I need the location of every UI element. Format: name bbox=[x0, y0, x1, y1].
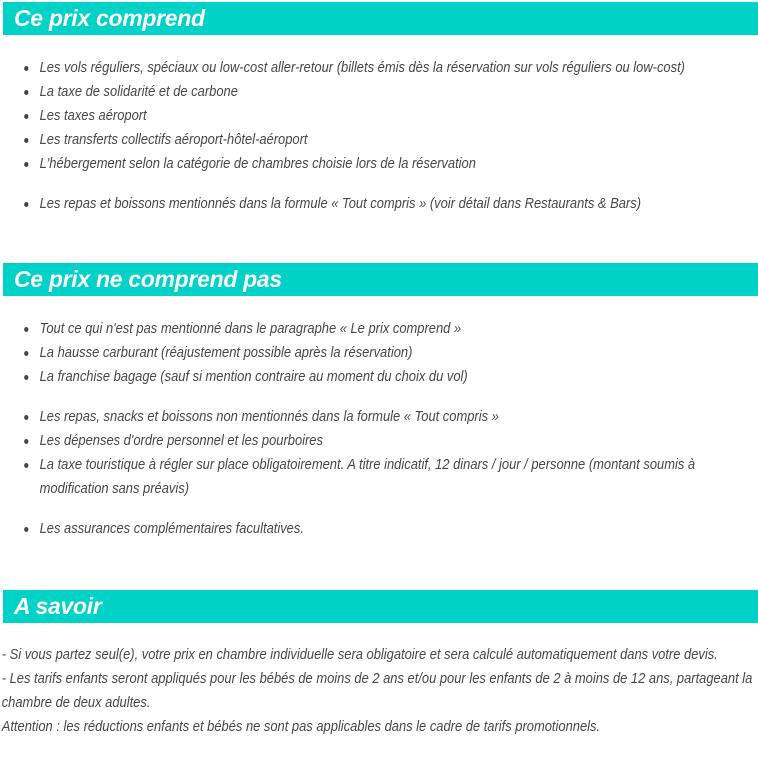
included-list bbox=[0, 56, 758, 176]
section-price-includes bbox=[0, 2, 758, 263]
section-header-bar bbox=[3, 263, 758, 296]
section-price-excludes bbox=[0, 263, 758, 590]
list-item: La taxe touristique à régler sur place obligatoirement. A titre indicatif, 12 dinars / jour / personne (montant soumis à modification sans préavis) bbox=[40, 453, 758, 501]
section-header-bar bbox=[3, 590, 758, 623]
list-item: Les repas et boissons mentionnés dans la formule « Tout compris » (voir détail dans Restaurants & Bars) bbox=[40, 192, 758, 216]
section-header-bar bbox=[3, 2, 758, 35]
excluded-list bbox=[0, 317, 758, 389]
excluded-list-extras bbox=[0, 405, 758, 501]
section-title: Ce prix comprend bbox=[14, 5, 205, 31]
list-item: La taxe de solidarité et de carbone bbox=[40, 80, 758, 104]
section-title: A savoir bbox=[14, 593, 102, 619]
price-includes-content bbox=[0, 35, 758, 263]
list-item: L'hébergement selon la catégorie de chambres choisie lors de la réservation bbox=[40, 152, 758, 176]
included-list-meals bbox=[0, 192, 758, 216]
info-paragraph: Attention : les réductions enfants et bébés ne sont pas applicables dans le cadre de tarifs promotionnels. bbox=[1, 718, 601, 735]
info-paragraph: - Les tarifs enfants seront appliqués pour les bébés de moins de 2 ans et/ou pour les enfants de 2 à moins de 12 ans, partageant la chambre de deux adultes. bbox=[1, 670, 753, 711]
list-item: Les transferts collectifs aéroport-hôtel-aéroport bbox=[40, 128, 758, 152]
list-item: Les assurances complémentaires facultatives. bbox=[40, 517, 758, 541]
list-item: La franchise bagage (sauf si mention contraire au moment du choix du vol) bbox=[40, 365, 758, 389]
list-item: Les repas, snacks et boissons non mentionnés dans la formule « Tout compris » bbox=[40, 405, 758, 429]
list-item: La hausse carburant (réajustement possible après la réservation) bbox=[40, 341, 758, 365]
info-paragraph: - Si vous partez seul(e), votre prix en chambre individuelle sera obligatoire et sera calculé automatiquement dans votre devis. bbox=[1, 646, 718, 663]
price-excludes-content bbox=[0, 296, 758, 590]
good-to-know-content bbox=[0, 623, 758, 739]
list-item: Tout ce qui n'est pas mentionné dans le paragraphe « Le prix comprend » bbox=[40, 317, 758, 341]
list-item: Les vols réguliers, spéciaux ou low-cost aller-retour (billets émis dès la réservation sur vols réguliers ou low-cost) bbox=[40, 56, 758, 80]
list-item: Les taxes aéroport bbox=[40, 104, 758, 128]
excluded-list-insurance bbox=[0, 517, 758, 541]
section-good-to-know bbox=[0, 590, 758, 739]
section-title: Ce prix ne comprend pas bbox=[14, 266, 282, 292]
list-item: Les dépenses d'ordre personnel et les pourboires bbox=[40, 429, 758, 453]
